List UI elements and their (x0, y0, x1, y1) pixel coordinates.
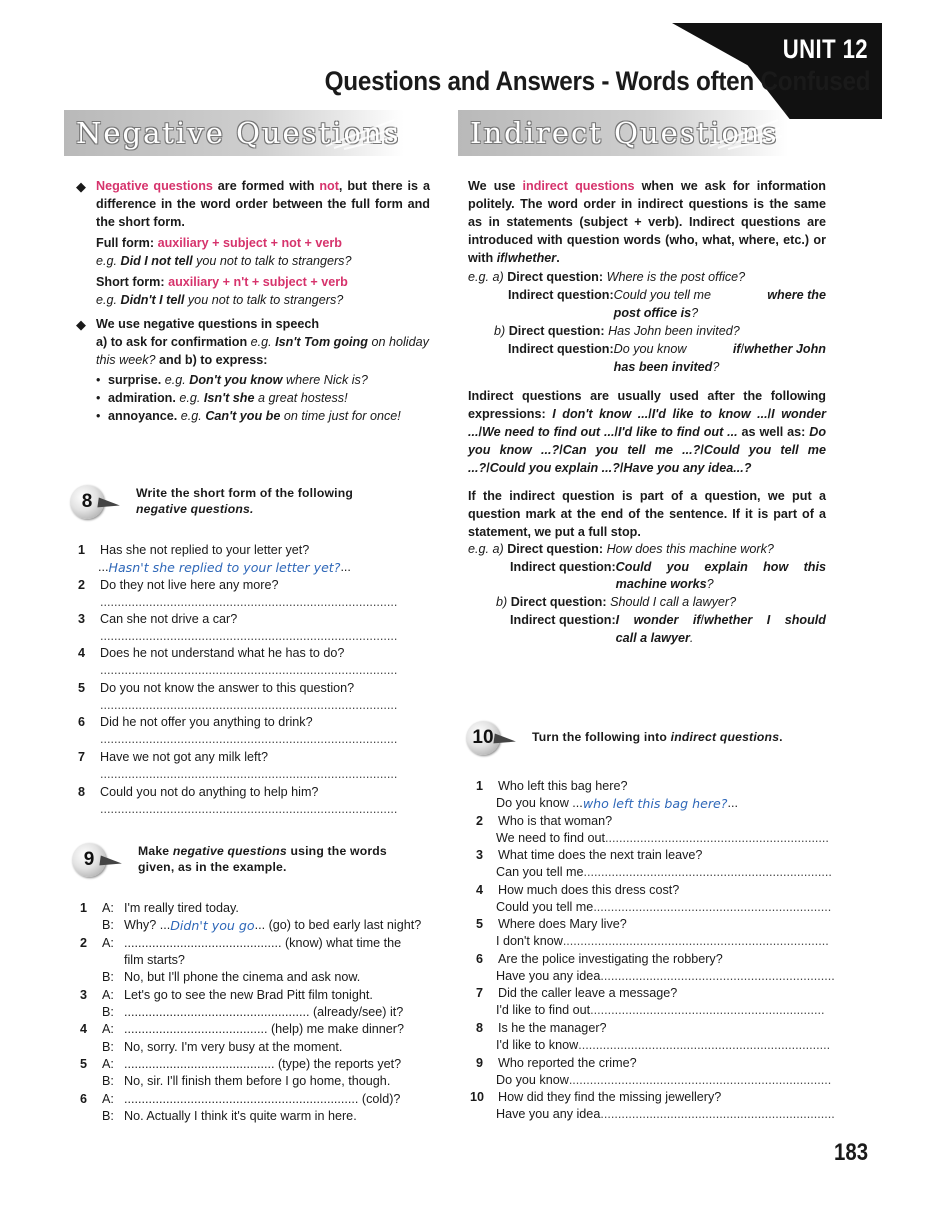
exercise-8-items (78, 542, 434, 822)
diamond-bullet-icon: ◆ (76, 317, 86, 333)
list-item: 6 Are the police investigating the robbery? (476, 952, 723, 966)
example-b: b) Direct question: Has John been invited? Indirect question: Do you know if/whether John has been invited? (494, 324, 826, 374)
sub-bullet-surprise: • surprise. e.g. Don't you know where Nick is? (96, 372, 430, 390)
answer-line[interactable]: We need to find out ................................................................ (496, 831, 829, 845)
list-item: 4 Does he not understand what he has to do? (78, 646, 345, 660)
answer-line[interactable]: ..................................................................................... (100, 698, 398, 712)
list-item: 5 Where does Mary live? (476, 917, 627, 931)
exercise-10-header (466, 721, 783, 755)
unit-label: UNIT 12 (782, 34, 868, 64)
exercise-number-badge: 8 (70, 485, 104, 519)
dialogue-line: B: No, sir. I'll finish them before I go home, though. (102, 1074, 391, 1088)
full-form-block: Full form: auxiliary + subject + not + verb e.g. Did I not tell you not to talk to strangers? Short form: auxiliary + n't + subject + verb e.g. Didn't I tell you not to talk to strangers? (96, 235, 352, 308)
dialogue-line[interactable]: B: Why? ... Didn't you go ... (go) to bed early last night? (102, 918, 422, 933)
list-item: 7 Did the caller leave a message? (476, 986, 678, 1000)
expressions-paragraph: Indirect questions are usually used after the following expressions: I don't know .../I'd like to know .../I wonder .../We need to find out .../I'd like to find out ... as well as: Do you know ...?/Can you tell me ...?/Could you tell me ...?/Could you explain ...?/Have you any idea...? (468, 388, 827, 475)
example-d: b) Direct question: Should I call a lawyer? Indirect question: I wonder if/whether I should call a lawyer. (496, 595, 826, 645)
list-item: 1 Who left this bag here? (476, 779, 628, 793)
indirect-questions-theory (468, 178, 826, 648)
exercise-10-instruction: Turn the following into indirect questions. (532, 730, 783, 745)
exercise-number-badge: 10 (466, 721, 500, 755)
list-item: 6 Did he not offer you anything to drink? (78, 715, 313, 729)
list-item: 2 Who is that woman? (476, 814, 613, 828)
answer-line[interactable]: I'd like to know ........................................................................ (496, 1038, 831, 1052)
dialogue-line[interactable]: 4 A: ......................................... (help) me make dinner? (80, 1022, 404, 1036)
dialogue-line[interactable]: 2 A: ............................................. (know) what time the (80, 936, 402, 950)
list-item: 4 How much does this dress cost? (476, 883, 680, 897)
list-item: 3 What time does the next train leave? (476, 848, 703, 862)
answer-line[interactable]: ..................................................................................... (100, 802, 398, 816)
answer-line[interactable]: Can you tell me ....................................................................... (496, 865, 832, 879)
answer-line[interactable]: ... Hasn't she replied to your letter yet? ... (98, 560, 351, 575)
answer-line[interactable]: ..................................................................................... (100, 629, 398, 643)
example-a: e.g. a) Direct question: Where is the post office? Indirect question: Could you tell me where the post office is? (468, 270, 826, 321)
dialogue-line: 1 A: I'm really tired today. (80, 901, 239, 915)
exercise-8-instruction: Write the short form of the following negative questions. (136, 486, 354, 516)
answer-line[interactable]: ..................................................................................... (100, 767, 398, 781)
indirect-questions-heading: Indirect Questions (470, 116, 779, 150)
brush-stroke-icon (708, 116, 782, 150)
dialogue-line: B: No, but I'll phone the cinema and ask now. (102, 970, 361, 984)
list-item: 9 Who reported the crime? (476, 1056, 637, 1070)
answer-line[interactable]: I don't know ............................................................................ (496, 934, 829, 948)
list-item: 8 Could you not do anything to help him? (78, 785, 319, 799)
sub-bullet-annoyance: • annoyance. e.g. Can't you be on time just for once! (96, 408, 430, 426)
exercise-9-header (72, 843, 387, 877)
exercise-10-items (470, 778, 835, 1128)
dialogue-line[interactable]: 6 A: ................................................................... (cold)? (80, 1092, 401, 1106)
indirect-rule-paragraph: We use indirect questions when we ask for information politely. The word order in indirect questions is the same as in statements (subject + verb). Indirect questions are introduced with question words (who, what, where, etc.) or with if/whether. (468, 179, 826, 265)
dialogue-line: B: No, sorry. I'm very busy at the moment. (102, 1040, 343, 1054)
exercise-9-dialogues (80, 900, 436, 1130)
negative-questions-banner (64, 110, 404, 156)
list-item: 5 Do you not know the answer to this question? (78, 681, 355, 695)
answer-line[interactable]: ..................................................................................... (100, 595, 398, 609)
list-item: 8 Is he the manager? (476, 1021, 607, 1035)
indirect-questions-banner (458, 110, 788, 156)
answer-line[interactable]: Do you know ........................................................................... (496, 1073, 832, 1087)
diamond-bullet-icon: ◆ (76, 179, 86, 194)
exercise-number-badge: 9 (72, 843, 106, 877)
answer-line[interactable]: Do you know ... who left this bag here? ... (496, 796, 738, 811)
dialogue-line: film starts? (124, 953, 185, 967)
list-item: 1 Has she not replied to your letter yet? (78, 543, 310, 557)
list-item: 3 Can she not drive a car? (78, 612, 238, 626)
answer-line[interactable]: Could you tell me .................................................................... (496, 900, 832, 914)
dialogue-line: B: No. Actually I think it's quite warm in here. (102, 1109, 357, 1123)
list-item: 2 Do they not live here any more? (78, 578, 279, 592)
sub-bullet-admiration: • admiration. e.g. Isn't she a great hostess! (96, 390, 430, 408)
page-number: 183 (834, 1139, 869, 1166)
negative-uses-paragraph: ◆ We use negative questions in speech a) to ask for confirmation e.g. Isn't Tom going on holiday this week? and b) to express: • surprise. e.g. Don't you know where Nick is? • admiration. e.g. Isn't she a great hostess! • annoyance. e.g. Can't you be on time just for once! (76, 316, 430, 425)
negative-questions-theory (76, 178, 430, 425)
answer-line[interactable]: ..................................................................................... (100, 732, 398, 746)
dialogue-line: 3 A: Let's go to see the new Brad Pitt film tonight. (80, 988, 373, 1002)
page-title: Questions and Answers - Words often Confused (324, 66, 870, 96)
exercise-8-header (70, 485, 353, 519)
answer-line[interactable]: Have you any idea ................................................................... (496, 1107, 835, 1121)
brush-stroke-icon (324, 116, 398, 150)
list-item: 10 How did they find the missing jewellery? (470, 1090, 722, 1104)
answer-line[interactable]: ..................................................................................... (100, 663, 398, 677)
example-c: e.g. a) Direct question: How does this machine work? Indirect question: Could you explain how this machine works? (468, 541, 826, 592)
punctuation-paragraph: If the indirect question is part of a question, we put a question mark at the end of the sentence. If it is part of a statement, we put a full stop. (468, 488, 826, 539)
answer-line[interactable]: Have you any idea ................................................................... (496, 969, 835, 983)
exercise-9-instruction: Make negative questions using the words given, as in the example. (138, 844, 387, 874)
negative-questions-heading: Negative Questions (76, 116, 401, 150)
dialogue-line[interactable]: 5 A: ........................................... (type) the reports yet? (80, 1057, 402, 1071)
answer-line[interactable]: I'd like to find out ................................................................... (496, 1003, 825, 1017)
dialogue-line[interactable]: B: ..................................................... (already/see) it? (102, 1005, 404, 1019)
list-item: 7 Have we not got any milk left? (78, 750, 268, 764)
negative-rule-paragraph: ◆ Negative questions are formed with not, but there is a difference in the word order between the full form and the short form. (76, 179, 430, 229)
